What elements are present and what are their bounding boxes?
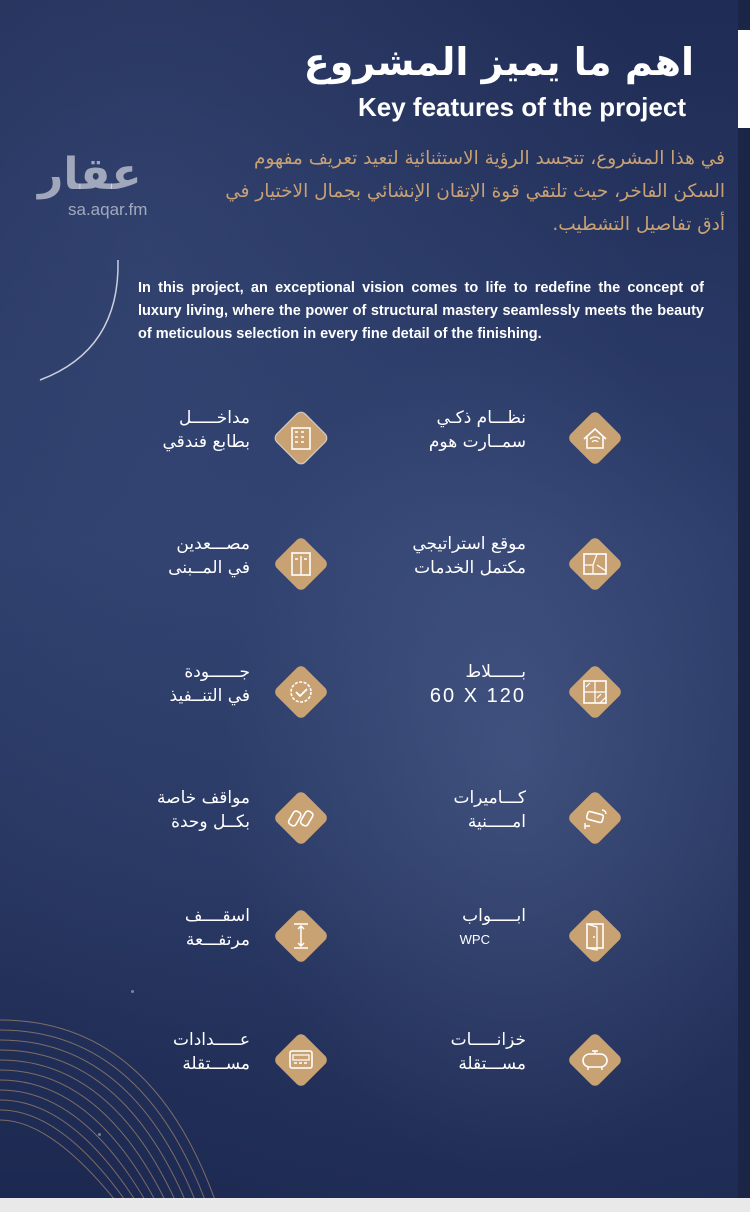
- aqar-watermark: [38, 150, 168, 220]
- page-edge-tab: [738, 30, 750, 128]
- feature-label: بــــــلاط 60 X 120: [316, 660, 526, 708]
- bottom-strip: [0, 1198, 750, 1212]
- feature-label: خزانـــــات مســـتقلة: [450, 1030, 526, 1074]
- page-edge: [738, 0, 750, 1212]
- intro-arabic-line: أدق تفاصيل التشطيب.: [552, 214, 725, 235]
- watermark-brand: عقار: [38, 149, 142, 200]
- intro-english: In this project, an exceptional vision comes to life to redefine the concept of luxury living, where the power of structural mastery seamlessly meets the beauty of meticulous selection in every fine detail of the finishing.: [138, 280, 704, 342]
- feature-elevators: [30, 524, 330, 604]
- feature-label: كـــاميرات امـــــنية: [453, 788, 526, 832]
- smart-home-icon: [566, 409, 624, 467]
- intro-arabic-line: في هذا المشروع، تتجسد الرؤية الاستثنائية لتعيد تعريف مفهوم: [254, 148, 725, 169]
- watermark-url: sa.aqar.fm: [68, 200, 148, 219]
- crescent-arc-decoration: [0, 240, 130, 390]
- feature-label: عـــــدادات مســـتقلة: [173, 1030, 250, 1074]
- door-material: WPC: [459, 932, 490, 947]
- feature-ceilings: [30, 896, 330, 976]
- feature-label: اسقــــف مرتفـــعة: [184, 906, 250, 950]
- feature-label: نظـــام ذكـي سمــارت هوم: [428, 408, 526, 452]
- feature-tanks: [316, 1020, 616, 1100]
- feature-label: جــــــودة في التنــفيذ: [169, 662, 250, 706]
- feature-label: مواقف خاصة بكــل وحدة: [157, 788, 250, 832]
- feature-cameras: [316, 778, 616, 858]
- feature-label: مصـــعدين في المــبنى: [168, 534, 250, 578]
- title-arabic: اهم ما يميز المشروع: [303, 40, 694, 84]
- title-english: Key features of the project: [358, 92, 686, 122]
- feature-label: ابـــــواب WPC: [316, 904, 526, 952]
- feature-doors: [316, 896, 616, 976]
- intro-arabic-line: السكن الفاخر، حيث تلتقي قوة الإتقان الإنشائي بجمال الاختيار في: [225, 181, 725, 202]
- security-camera-icon: [566, 789, 624, 847]
- decorative-arcs: [0, 1000, 220, 1200]
- tile-size: 60 X 120: [429, 685, 526, 707]
- water-tank-icon: [566, 1031, 624, 1089]
- feature-location: [316, 524, 616, 604]
- sparkle-dot: [98, 1133, 101, 1136]
- feature-label: موقع استراتيجي مكتمل الخدمات: [412, 534, 526, 578]
- feature-label: مداخـــــل بطابع فندقي: [162, 408, 250, 452]
- door-icon: [566, 907, 624, 965]
- feature-tiles: [316, 652, 616, 732]
- map-icon: [566, 535, 624, 593]
- tiles-icon: [566, 663, 624, 721]
- feature-parking: [30, 778, 330, 858]
- feature-hotel-entrances: [30, 398, 330, 478]
- feature-quality: [30, 652, 330, 732]
- sparkle-dot: [131, 990, 134, 993]
- feature-smart-home: [316, 398, 616, 478]
